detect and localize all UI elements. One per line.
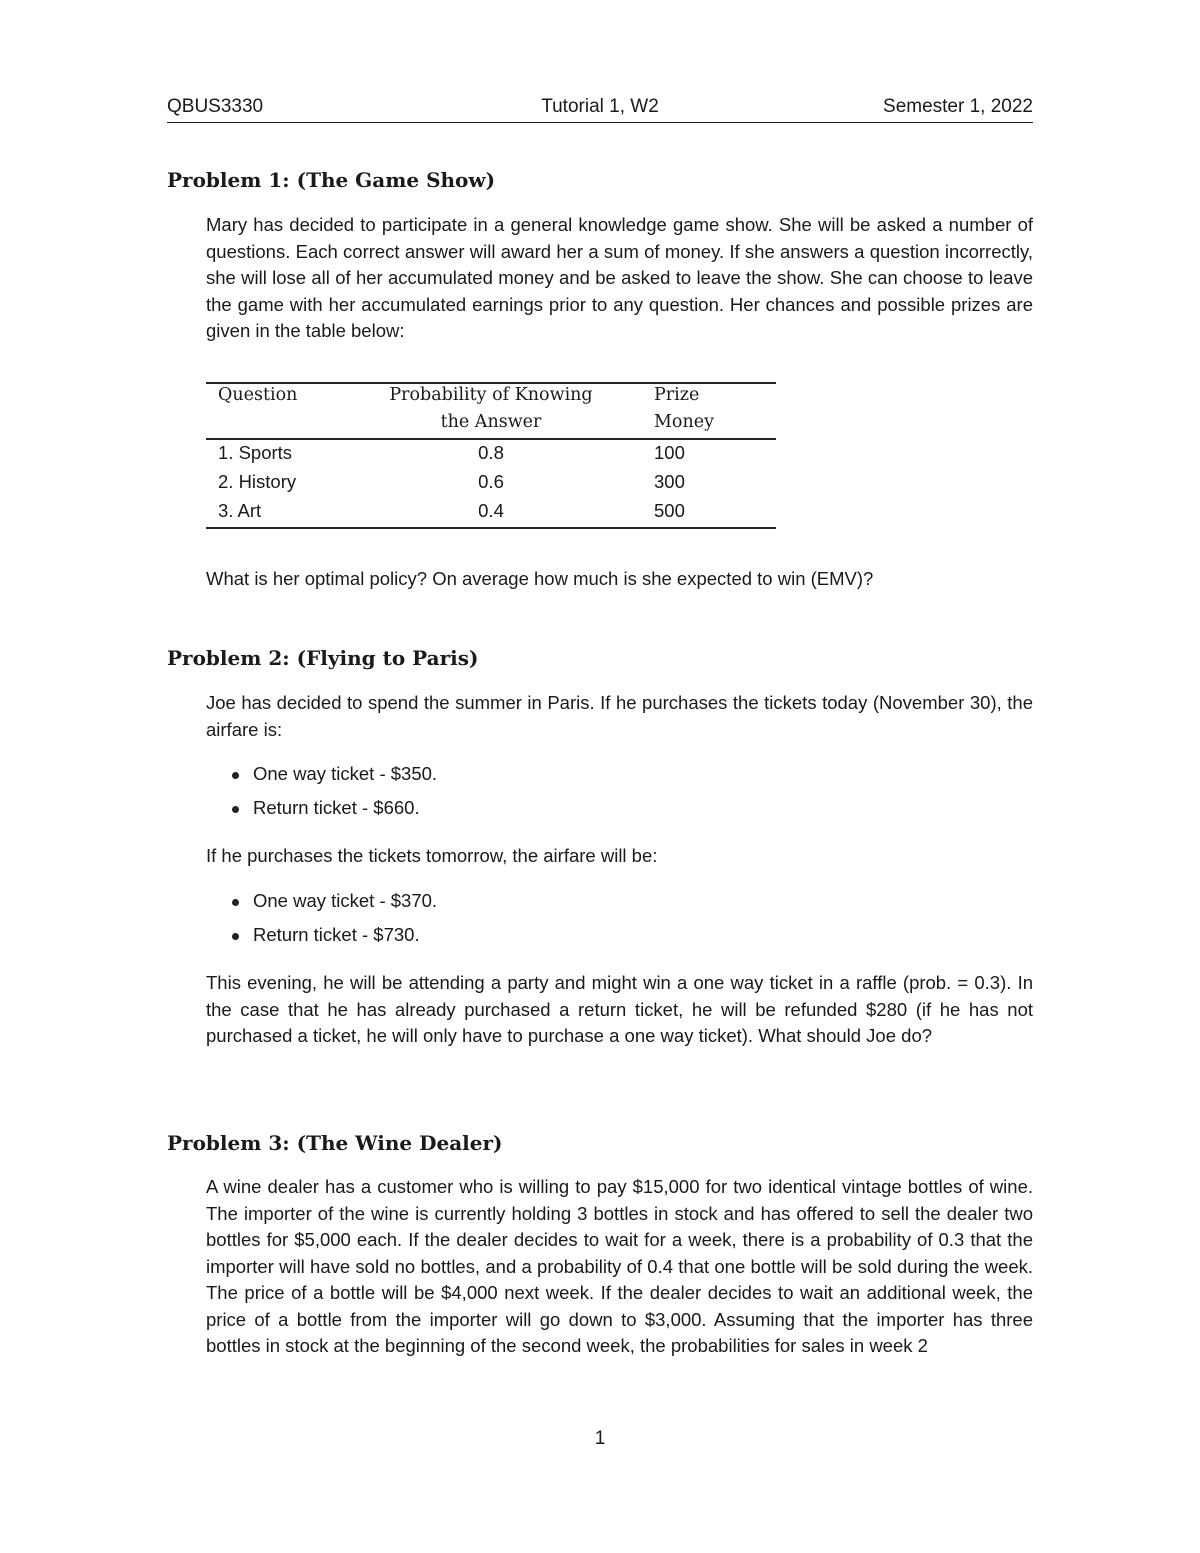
row1-probability: 0.8 (478, 442, 504, 463)
problem1-intro: Mary has decided to participate in a general knowledge game show. She will be asked a number of questions. Each correct answer will award her a sum of money. If she answers a question incorrectly, she will lose all of her accumulated money and be asked to leave the show. She can choose to leave the game with her accumulated earnings prior to any question. Her chances and possible prizes are given in the table below: (206, 214, 1033, 341)
problem1-title: Problem 1: (The Game Show) (167, 168, 496, 192)
header-prize-line1: Prize (654, 385, 700, 405)
header-question: Question (218, 385, 298, 405)
row3-prize: 500 (654, 500, 685, 521)
problem1-question: What is her optimal policy? On average how much is she expected to win (EMV)? (206, 568, 874, 589)
header-prize-line2: Money (654, 412, 714, 432)
bullet-icon (232, 899, 239, 906)
row3-probability: 0.4 (478, 500, 504, 521)
row3-question: 3. Art (218, 500, 262, 521)
bullet-icon (232, 933, 239, 940)
problem3-text: A wine dealer has a customer who is willing to pay $15,000 for two identical vintage bottles of wine. The importer of the wine is currently holding 3 bottles in stock and has offered to sell the dealer two bottles for $5,000 each. If the dealer decides to wait for a week, there is a probability of 0.3 that the importer will have sold no bottles, and a probability of 0.4 that one bottle will be sold during the week. The price of a bottle will be $4,000 next week. If the dealer decides to wait an additional week, the price of a bottle from the importer will go down to $3,000. Assuming that the importer has three bottles in stock at the beginning of the second week, the probabilities for sales in week 2 (206, 1176, 1033, 1356)
row1-prize: 100 (654, 442, 685, 463)
problem3-title: Problem 3: (The Wine Dealer) (167, 1131, 503, 1155)
header-probability-line1: Probability of Knowing (389, 385, 593, 405)
table-top-rule (206, 382, 776, 384)
course-code: QBUS3330 (167, 96, 264, 117)
row2-probability: 0.6 (478, 471, 504, 492)
table-header-rule (206, 438, 776, 440)
bullet-icon (232, 806, 239, 813)
header-probability-line2: the Answer (440, 412, 542, 432)
tutorial-label: Tutorial 1, W2 (541, 96, 659, 117)
row1-question: 1. Sports (218, 442, 293, 463)
prize-table (206, 382, 776, 529)
semester-label: Semester 1, 2022 (883, 96, 1033, 117)
row2-prize: 300 (654, 471, 685, 492)
page-header (167, 94, 1033, 123)
document-page: QBUS3330 Tutorial 1, W2 Semester 1, 2022 Problem 1: (The Game Show) Mary has decided to participate in a general knowledge game show. She will be asked a number of questions. Each correct answer will award her a sum of money. If she answers a question incorrectly, she will lose all of her accumulated money and be asked to leave the show. She can choose to leave the game with her accumulated earnings prior to any question. Her chances and possible prizes are given in the table below: Question Probability of Knowing the Answer Prize Money 1. Sports 0.8 100 2. History 0.6 300 3. Art 0.4 500 What is her optimal policy? On average how much is she expected to win (EMV)? Problem 2: (Flying to Paris) Joe has decided to spend the summer in Paris. If he purchases the tickets today (November 30), the airfare is: One way ticket - $350. Return ticket - $660. If he purchases the tickets tomorrow, the airfare will be: One way ticket - $370. Return ticket - $730. This evening, he will be attending a party and might win a one way ticket in a raffle (prob. = 0.3). In the case that he has already purchased a return ticket, he will be refunded $280 (if he has not purchased a ticket, he will only have to purchase a one way ticket). What should Joe do? Problem 3: (The Wine Dealer) A wine dealer has a customer who is willing to pay $15,000 for two identical vintage bottles of wine. The importer of the wine is currently holding 3 bottles in stock and has offered to sell the dealer two bottles for $5,000 each. If the dealer decides to wait for a week, there is a probability of 0.3 that the importer will have sold no bottles, and a probability of 0.4 that one bottle will be sold during the week. The price of a bottle will be $4,000 next week. If the dealer decides to wait an additional week, the price of a bottle from the importer will go down to $3,000. Assuming that the importer has three bottles in stock at the beginning of the second week, the probabilities for sales in week 2 1 (0, 0, 1200, 1553)
row2-question: 2. History (218, 471, 297, 492)
bullet-icon (232, 772, 239, 779)
page-number: 1 (594, 1428, 606, 1449)
table-bottom-rule (206, 527, 776, 529)
problem2-tomorrow-intro: If he purchases the tickets tomorrow, the airfare will be: (206, 845, 658, 866)
problem2-closing: This evening, he will be attending a party and might win a one way ticket in a raffle (prob. = 0.3). In the case that he has already purchased a return ticket, he will be refunded $280 (if he has not purchased a ticket, he will only have to purchase a one way ticket). What should Joe do? (206, 972, 1033, 1046)
problem2-title: Problem 2: (Flying to Paris) (167, 646, 479, 670)
problem2-intro: Joe has decided to spend the summer in Paris. If he purchases the tickets today (November 30), the airfare is: (206, 692, 1033, 740)
